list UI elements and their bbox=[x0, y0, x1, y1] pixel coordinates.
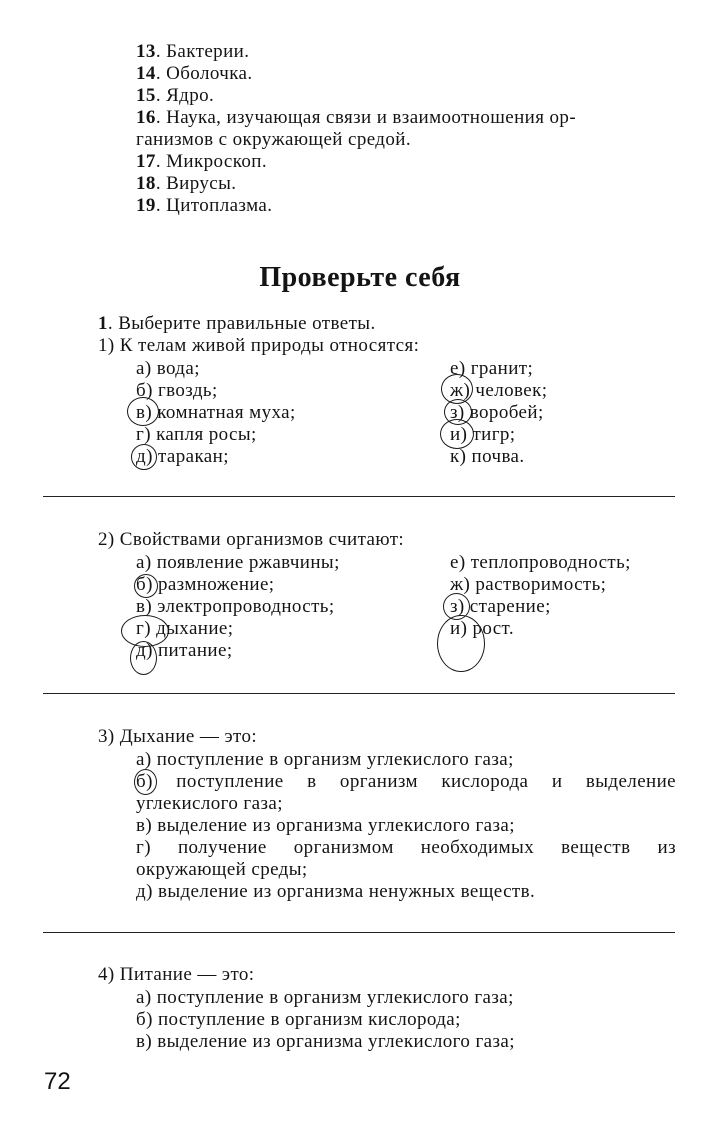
section-title: Проверьте себя bbox=[259, 262, 461, 293]
question-prompt: 3) Дыхание — это: bbox=[98, 726, 258, 747]
answer-circle-mark bbox=[440, 419, 474, 449]
answer-circle-mark bbox=[437, 615, 485, 672]
list-item: 18. Вирусы. bbox=[136, 173, 237, 194]
answer-option: д) выделение из организма ненужных веществ. bbox=[136, 881, 536, 902]
answer-circle-mark bbox=[134, 574, 158, 598]
answer-option: з) воробей; bbox=[450, 402, 544, 423]
answer-option: и) тигр; bbox=[450, 424, 516, 445]
task-heading: 1. Выберите правильные ответы. bbox=[98, 313, 376, 334]
list-item: 19. Цитоплазма. bbox=[136, 195, 273, 216]
answer-circle-mark bbox=[127, 397, 159, 426]
answer-option: а) вода; bbox=[136, 358, 200, 379]
answer-circle-mark bbox=[130, 641, 157, 675]
list-item: 14. Оболочка. bbox=[136, 63, 253, 84]
answer-option: б) размножение; bbox=[136, 574, 275, 595]
answer-option: в) выделение из организма углекислого газа; bbox=[136, 1031, 515, 1052]
answer-option: г) дыхание; bbox=[136, 618, 234, 639]
question-prompt: 1) К телам живой природы относятся: bbox=[98, 335, 420, 356]
answer-option: е) гранит; bbox=[450, 358, 534, 379]
answer-option: в) комнатная муха; bbox=[136, 402, 296, 423]
list-item: 15. Ядро. bbox=[136, 85, 215, 106]
answer-option-continuation: углекислого газа; bbox=[136, 793, 283, 814]
answer-option: д) питание; bbox=[136, 640, 233, 661]
answer-circle-mark bbox=[131, 444, 157, 470]
answer-option: ж) человек; bbox=[450, 380, 548, 401]
answer-option: в) электропроводность; bbox=[136, 596, 335, 617]
answer-option: в) выделение из организма углекислого газа; bbox=[136, 815, 515, 836]
answer-option: а) поступление в организм углекислого газа; bbox=[136, 987, 514, 1008]
answer-option: г) капля росы; bbox=[136, 424, 257, 445]
list-item: 13. Бактерии. bbox=[136, 41, 250, 62]
answer-option: г) получение организмом необходимых веществ из bbox=[136, 837, 676, 858]
answer-option: а) появление ржавчины; bbox=[136, 552, 340, 573]
section-divider bbox=[43, 932, 675, 933]
section-divider bbox=[43, 693, 675, 694]
answer-option-continuation: окружающей среды; bbox=[136, 859, 308, 880]
answer-option: д) таракан; bbox=[136, 446, 229, 467]
answer-circle-mark bbox=[134, 769, 157, 795]
answer-option: б) поступление в организм кислорода; bbox=[136, 1009, 461, 1030]
answer-option: е) теплопроводность; bbox=[450, 552, 631, 573]
question-prompt: 4) Питание — это: bbox=[98, 964, 255, 985]
list-item: 17. Микроскоп. bbox=[136, 151, 267, 172]
answer-option: к) почва. bbox=[450, 446, 525, 467]
answer-option: б) поступление в организм кислорода и выделение bbox=[136, 771, 676, 792]
question-prompt: 2) Свойствами организмов считают: bbox=[98, 529, 405, 550]
answer-option: з) старение; bbox=[450, 596, 551, 617]
answer-option: б) гвоздь; bbox=[136, 380, 218, 401]
page-number: 72 bbox=[44, 1068, 71, 1095]
list-item: 16. Наука, изучающая связи и взаимоотношения ор- bbox=[136, 107, 577, 128]
section-divider bbox=[43, 496, 675, 497]
answer-option: а) поступление в организм углекислого газа; bbox=[136, 749, 514, 770]
answer-option: ж) растворимость; bbox=[450, 574, 607, 595]
answer-option: и) рост. bbox=[450, 618, 514, 639]
list-item-continuation: ганизмов с окружающей средой. bbox=[136, 129, 411, 150]
